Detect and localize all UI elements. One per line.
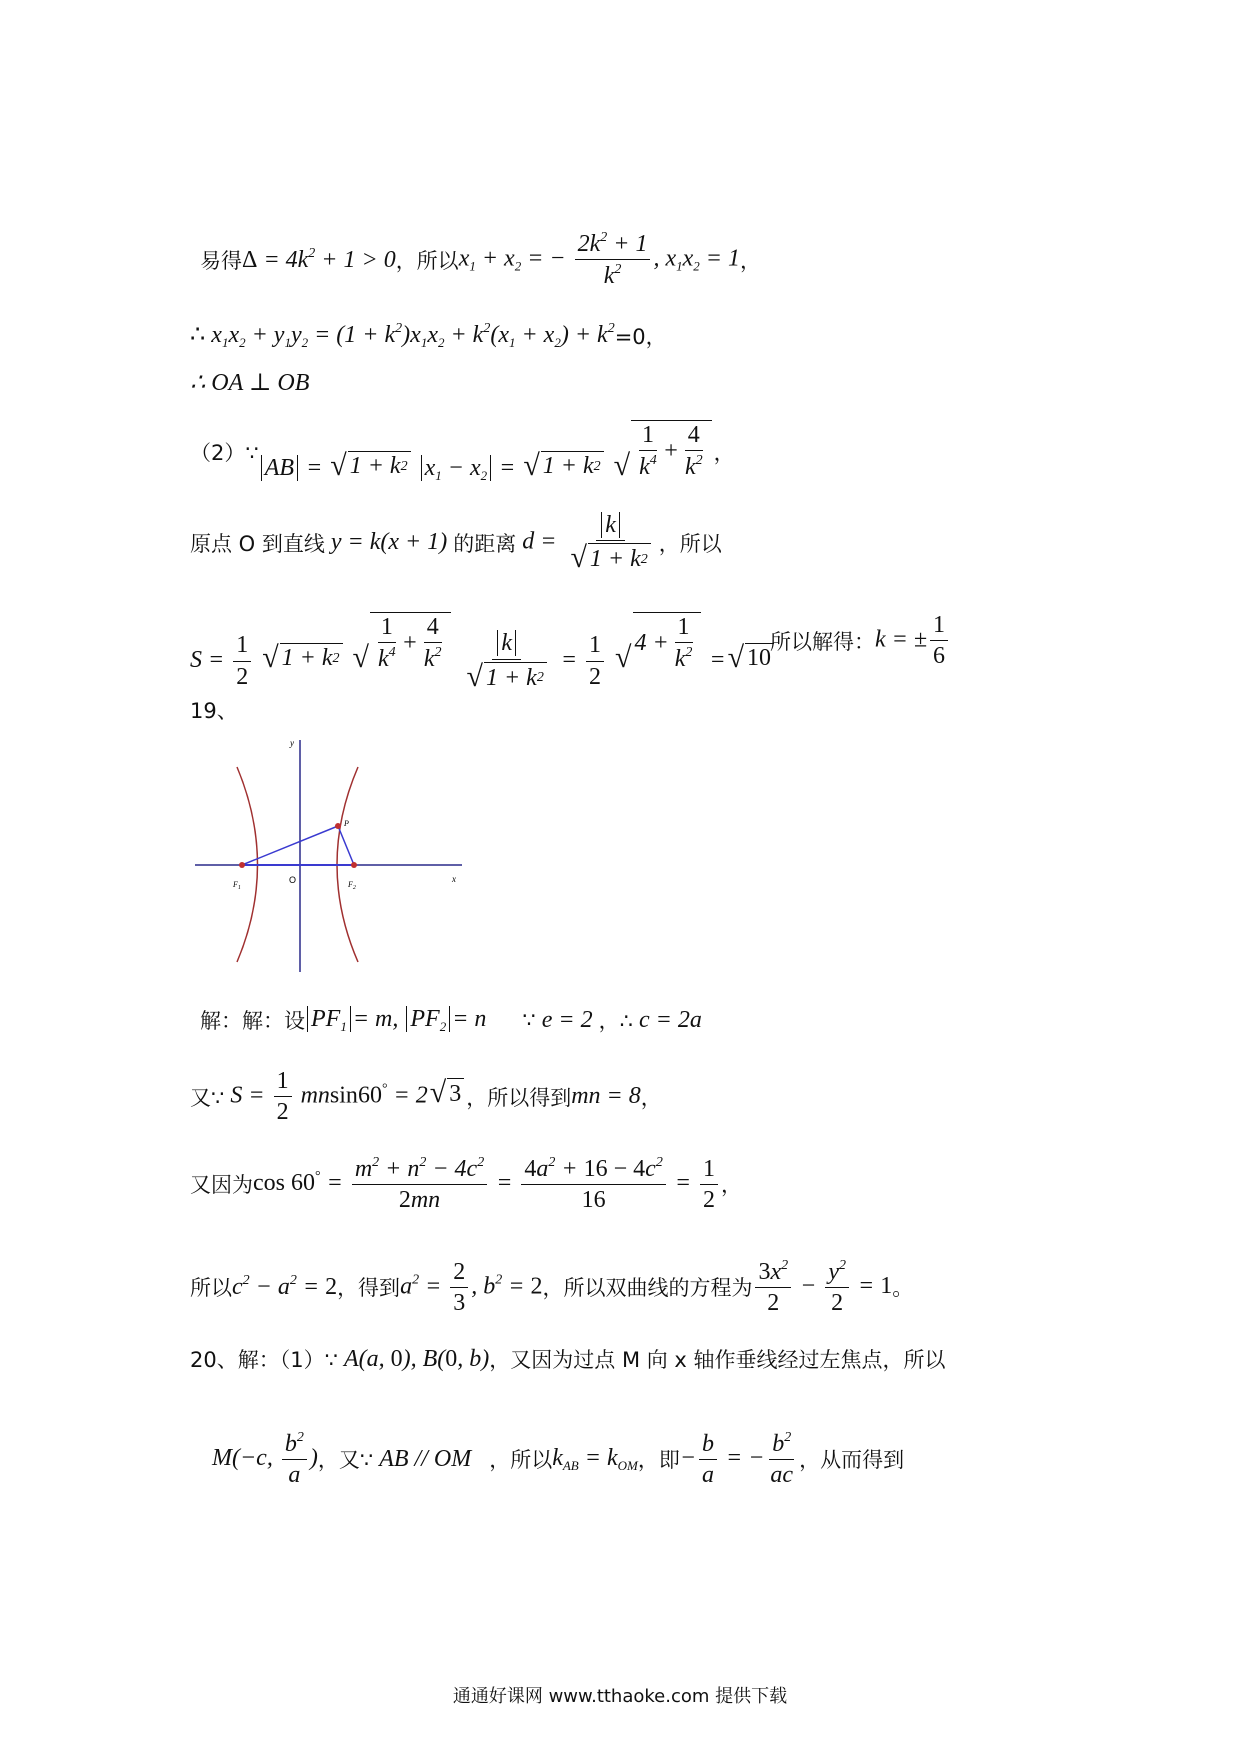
q19-sol-prefix: 解：解：设 [200, 1009, 305, 1033]
q19-line2-suffix: ，所以得到 [466, 1085, 572, 1110]
origin-label: O [289, 875, 297, 885]
q20-line1-mid: ，又因为过点 M 向 x 轴作垂线经过左焦点，所以 [489, 1348, 946, 1372]
f2-label: $F_2$ [348, 880, 356, 891]
distance-line [190, 512, 722, 574]
distance-prefix: 原点 O 到直线 [190, 531, 325, 556]
q19-sol-line4 [190, 1258, 913, 1317]
equals-zero: =0， [614, 324, 667, 349]
q19-because: ∵ [522, 1008, 536, 1032]
perpendicular-line [190, 368, 309, 397]
q19-mn-value: mn = 8 [571, 1083, 641, 1110]
q19-line2-prefix: 又∵ [190, 1085, 225, 1110]
q19-number [190, 695, 238, 725]
point-f2 [351, 862, 357, 868]
comma: ， [713, 440, 735, 465]
q19-sol-line1 [200, 1005, 702, 1035]
area-solve-label: 所以解得： [770, 629, 875, 654]
p-label: P [344, 819, 349, 828]
q20-m-point: M(−c, $\frac{b^2}{a}$ ) [212, 1430, 318, 1489]
comma: ， [640, 1085, 662, 1110]
f1-label: $F_1$ [233, 880, 241, 891]
q19-line3-prefix: 又因为 [190, 1173, 253, 1198]
q19-line4-mid2: ，所以双曲线的方程为 [542, 1276, 753, 1301]
point-f1 [239, 862, 245, 868]
chord-expr: AB = √ 1 + k 2 $x_1 - x_2$ = √ 1 + k 2 √ $\frac{1}{k^4}$ + $\frac{4}{k^2}$ [259, 420, 714, 484]
q20-line2-end: ，从而得到 [799, 1448, 905, 1473]
q20-slope-eq: − $\frac{b}{a}$ = − $\frac{b^2}{ac}$ [679, 1430, 794, 1489]
hyperbola-figure [190, 732, 480, 982]
line-equation: y = k(x + 1) [324, 529, 454, 556]
q20-line2-mid2: ，所以 [489, 1448, 553, 1473]
distance-mid: 的距离 [453, 531, 517, 556]
perpendicular-expr: ∴ OA ⊥ OB [190, 370, 310, 396]
q20-line2-mid1: ，又∵ [317, 1448, 374, 1473]
area-expr: S = $\frac{1}{2}$ √ 1 + k 2 √ $\frac{1}{k^4}$ + $\frac{4}{k^2}$ k √ 1 + k 2 = $\frac{1}{2}$ √ 4 + $\frac{1}{k^2}$ = √ 10 [190, 612, 776, 692]
pf2-segment [338, 826, 354, 865]
y-axis-label: y [290, 738, 294, 748]
distance-expr: d = k √ 1 + k 2 [516, 512, 659, 574]
dot-product-line [190, 320, 667, 351]
chord-length-line [190, 420, 735, 484]
q20-line2-mid3: ，即 [637, 1448, 680, 1473]
q19-line4-mid1: ，得到 [337, 1276, 401, 1301]
comma: ， [721, 1173, 743, 1198]
q20-line1 [190, 1344, 946, 1374]
q19-c2-a2: $c^2 - a^2 = 2$ [232, 1273, 338, 1301]
q20-points: A(a, 0), B(0, b) [337, 1345, 490, 1372]
period: 。 [892, 1276, 914, 1301]
text-yide: 易得 [200, 248, 242, 273]
delta-expr: $\Delta = 4k^2 + 1 > 0$ [242, 245, 396, 273]
part2-label: （2）∵ [190, 440, 259, 465]
q20-parallel: AB // OM [373, 1445, 490, 1472]
q19-mn-def: $PF_1 = m$, $PF_2 = n$ [305, 1006, 486, 1035]
q19-line4-prefix: 所以 [190, 1276, 232, 1301]
area-solve-line [770, 612, 951, 670]
text-suoyi: ，所以 [395, 248, 459, 273]
q19-a2-b2: $a^2$ = $\frac{2}{3}$ , $b^2 = 2$ [400, 1258, 543, 1316]
area-line [190, 612, 776, 692]
page-footer: 通通好课网 www.tthaoke.com 提供下载 [452, 1686, 788, 1707]
q19-e-value: e = 2 [535, 1006, 599, 1033]
dot-product-expr: ∴ $x_1x_2 + y_1y_2 = (1 + k^2)x_1x_2 + k^2(x_1 + x_2) + k^2$ [190, 321, 615, 350]
distance-suffix: ，所以 [658, 531, 722, 556]
k-result: k = ± $\frac{1}{6}$ [875, 612, 951, 670]
q19-label: 19、 [190, 699, 238, 723]
comma: ， [739, 248, 761, 273]
q20-line2 [212, 1430, 904, 1489]
vieta-expr: $x_1 + x_2$ = − $\frac{2k^2 + 1}{k^2}$ , $x_1x_2 = 1$ [458, 230, 740, 290]
point-p [335, 823, 341, 829]
q19-sol-line3 [190, 1155, 742, 1214]
q19-hyperbola-eq: $\frac{3x^2}{2}$ − $\frac{y^2}{2}$ = 1 [752, 1258, 892, 1317]
q19-area-expr: S = $\frac{1}{2}$ mnsin60° = 2 √ 3 [224, 1068, 466, 1126]
q19-sol-line2 [190, 1068, 662, 1126]
q19-c-value: c = 2a [633, 1006, 702, 1033]
q20-label: 20、解：（1）∵ [190, 1348, 338, 1372]
q20-slopes: $k_{AB} = k_{OM}$ [552, 1444, 638, 1473]
delta-line [200, 230, 761, 290]
q19-therefore: ，∴ [598, 1009, 633, 1033]
q19-cos-expr: cos 60° = $\frac{m^2 + n^2 - 4c^2}{2mn}$ = $\frac{4a^2 + 16 - 4c^2}{16}$ = $\frac{1}{2}$ [253, 1155, 721, 1214]
x-axis-label: x [452, 874, 456, 884]
